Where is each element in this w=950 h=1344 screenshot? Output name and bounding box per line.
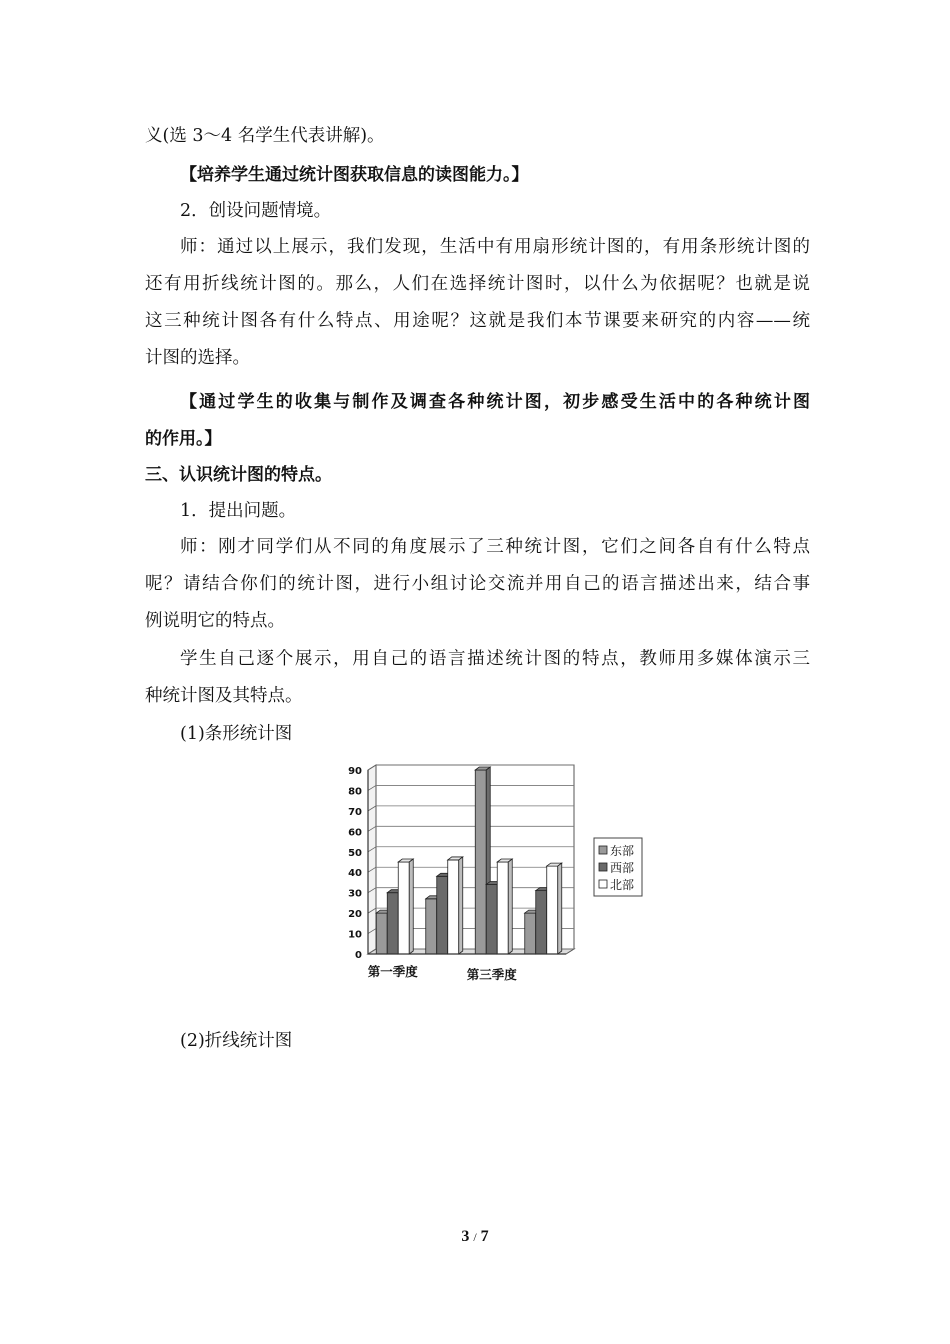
section-heading: 三、认识统计图的特点。 — [145, 465, 332, 485]
y-tick-label: 10 — [348, 929, 362, 941]
y-tick-label: 60 — [348, 827, 362, 839]
y-tick-label: 20 — [348, 909, 362, 921]
text-line: 师：通过以上展示，我们发现，生活中有用扇形统计图的，有用条形统计图的 — [180, 237, 810, 257]
figure-caption: (1)条形统计图 — [180, 724, 293, 744]
chart-side-wall — [368, 765, 376, 954]
bar-side — [409, 859, 413, 954]
y-tick-label: 70 — [348, 806, 362, 818]
text-line: 还有用折线统计图的。那么，人们在选择统计图时，以什么为依据呢？也就是说 — [145, 274, 810, 294]
y-tick-label: 80 — [348, 786, 362, 798]
y-tick-label: 40 — [348, 868, 362, 880]
bar — [448, 860, 459, 954]
text-line: 例说明它的特点。 — [145, 611, 285, 631]
bar — [387, 893, 398, 954]
bar — [426, 899, 437, 954]
chart-legend — [594, 838, 642, 896]
total-pages: 7 — [480, 1228, 489, 1245]
current-page: 3 — [461, 1228, 470, 1245]
text-line: 学生自己逐个展示，用自己的语言描述统计图的特点，教师用多媒体演示三 — [180, 649, 810, 669]
bar — [486, 884, 497, 954]
bar — [536, 891, 547, 954]
bar-side — [459, 857, 463, 954]
y-tick-label: 50 — [348, 847, 362, 859]
page-number — [0, 1228, 950, 1246]
legend-swatch — [599, 863, 607, 871]
figure-caption: (2)折线统计图 — [180, 1031, 293, 1051]
bar — [547, 866, 558, 954]
section-item: 1．提出问题。 — [180, 501, 297, 521]
x-category-label: 第三季度 — [466, 967, 517, 982]
text-line: 义(选 3～4 名学生代表讲解)。 — [145, 126, 385, 146]
legend-swatch — [599, 880, 607, 888]
bar — [376, 913, 387, 954]
text-line: 呢？请结合你们的统计图，进行小组讨论交流并用自己的语言描述出来，结合事 — [145, 574, 810, 594]
y-tick-label: 30 — [348, 888, 362, 900]
y-tick-label: 0 — [355, 950, 362, 961]
legend-label: 西部 — [610, 861, 635, 875]
bar-side — [508, 859, 512, 954]
bar — [398, 862, 409, 954]
section-item: 2．创设问题情境。 — [180, 201, 332, 221]
text-line: 种统计图及其特点。 — [145, 686, 303, 706]
bar — [497, 862, 508, 954]
text-line: 师：刚才同学们从不同的角度展示了三种统计图，它们之间各自有什么特点 — [180, 537, 810, 557]
legend-label: 东部 — [610, 844, 635, 858]
legend-swatch — [599, 846, 607, 854]
legend-label: 北部 — [610, 878, 635, 892]
text-line: 计图的选择。 — [145, 348, 250, 368]
bar — [437, 876, 448, 954]
text-line: 这三种统计图各有什么特点、用途呢？这就是我们本节课要来研究的内容——统 — [145, 311, 810, 331]
page-separator: / — [473, 1230, 477, 1244]
bold-note: 的作用。】 — [145, 429, 222, 449]
bold-note: 【培养学生通过统计图获取信息的读图能力。】 — [180, 165, 529, 185]
x-category-label: 第一季度 — [367, 964, 418, 979]
bar-chart — [338, 758, 658, 988]
bar — [525, 913, 536, 954]
y-tick-label: 90 — [348, 766, 362, 777]
bold-note: 【通过学生的收集与制作及调查各种统计图，初步感受生活中的各种统计图 — [180, 392, 810, 412]
bar — [475, 770, 486, 954]
bar-side — [558, 863, 562, 954]
